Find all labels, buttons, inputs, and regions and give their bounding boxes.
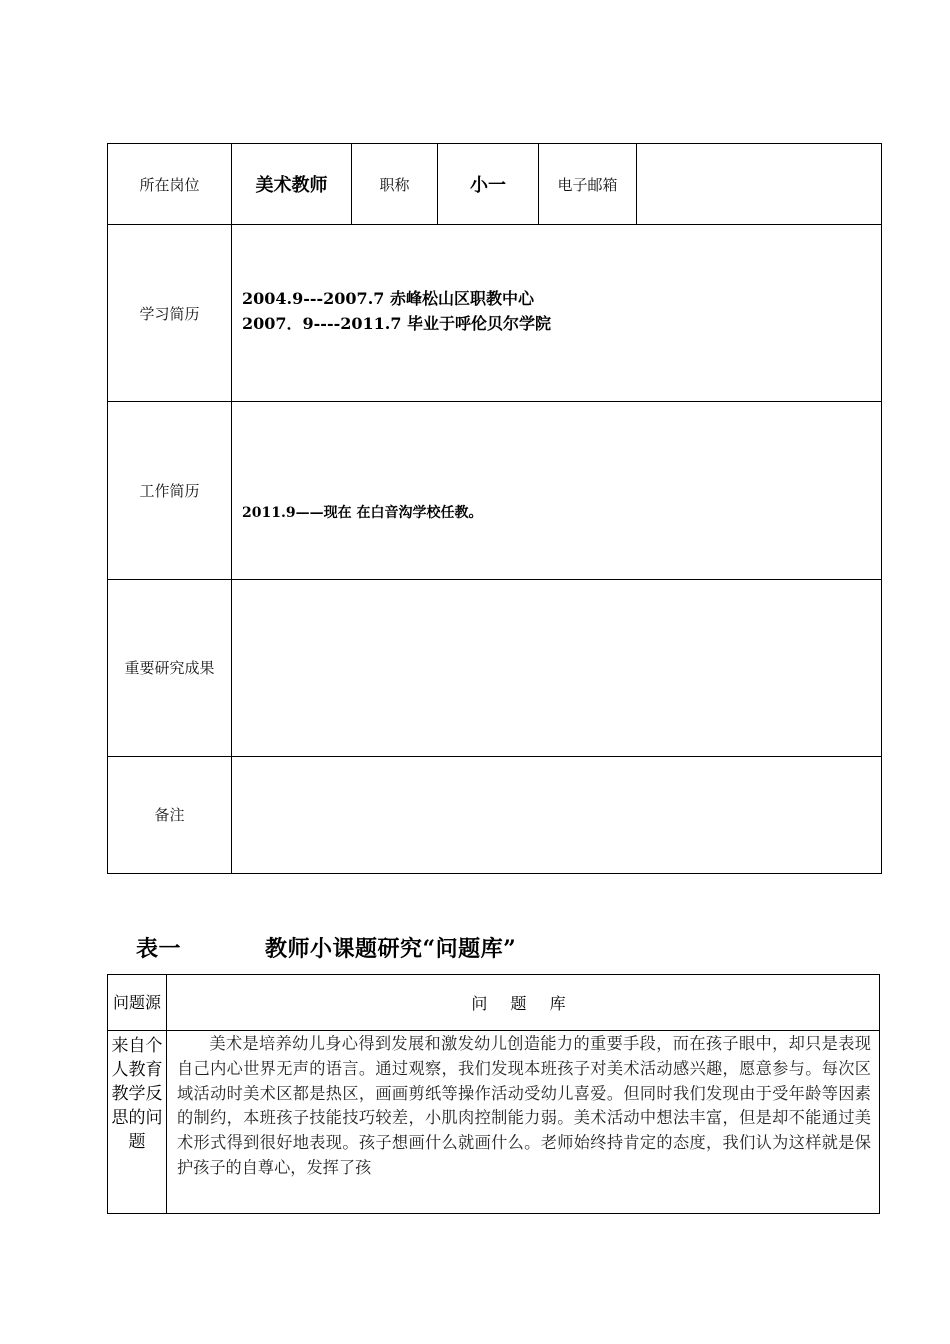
problem-content: 美术是培养幼儿身心得到发展和激发幼儿创造能力的重要手段，而在孩子眼中，却只是表现自己内心世界无声的语言。通过观察，我们发现本班孩子对美术活动感兴趣，愿意参与。每次区域活动时美术区都是热区，画画剪纸等操作活动受幼儿喜爱。但同时我们发现由于受年龄等因素的制约，本班孩子技能技巧较差，小肌肉控制能力弱。美术活动中想法丰富，但是却不能通过美术形式得到很好地表现。孩子想画什么就画什么。老师始终持肯定的态度，我们认为这样就是保护孩子的自尊心，发挥了孩 xyxy=(177,1034,871,1177)
work-label: 工作简历 xyxy=(108,402,232,579)
problem-content-cell xyxy=(167,1031,880,1214)
research-label: 重要研究成果 xyxy=(108,579,232,756)
problem-bank-header-row xyxy=(108,975,880,1031)
title-value: 小一 xyxy=(438,144,539,225)
position-value: 美术教师 xyxy=(232,144,352,225)
email-value xyxy=(637,144,882,225)
source-header: 问题源 xyxy=(108,975,167,1031)
teacher-profile-table xyxy=(107,143,882,874)
section-heading xyxy=(136,932,516,963)
problem-bank-row xyxy=(108,1031,880,1214)
section-title: 教师小课题研究“问题库” xyxy=(265,936,517,962)
work-cell xyxy=(232,402,882,579)
education-lines xyxy=(242,286,871,336)
email-label: 电子邮箱 xyxy=(539,144,637,225)
research-value xyxy=(232,579,882,756)
work-line: 2011.9——现在 在白音沟学校任教。 xyxy=(242,505,483,522)
education-cell xyxy=(232,225,882,402)
profile-row-education xyxy=(108,225,882,402)
profile-row-research xyxy=(108,579,882,756)
table-number: 表一 xyxy=(136,936,182,962)
remarks-label: 备注 xyxy=(108,756,232,873)
profile-row-remarks xyxy=(108,756,882,873)
problem-bank-table xyxy=(107,974,880,1214)
problem-bank-title: 问 题 库 xyxy=(167,975,880,1031)
profile-row-work xyxy=(108,402,882,579)
remarks-value xyxy=(232,756,882,873)
education-label: 学习简历 xyxy=(108,225,232,402)
education-line: 2004.9---2007.7 赤峰松山区职教中心 xyxy=(242,289,534,309)
source-value: 来自个人教育教学反思的问题 xyxy=(108,1031,167,1214)
education-line: 2007．9----2011.7 毕业于呼伦贝尔学院 xyxy=(242,314,552,334)
profile-row-position xyxy=(108,144,882,225)
title-label: 职称 xyxy=(352,144,438,225)
position-label: 所在岗位 xyxy=(108,144,232,225)
